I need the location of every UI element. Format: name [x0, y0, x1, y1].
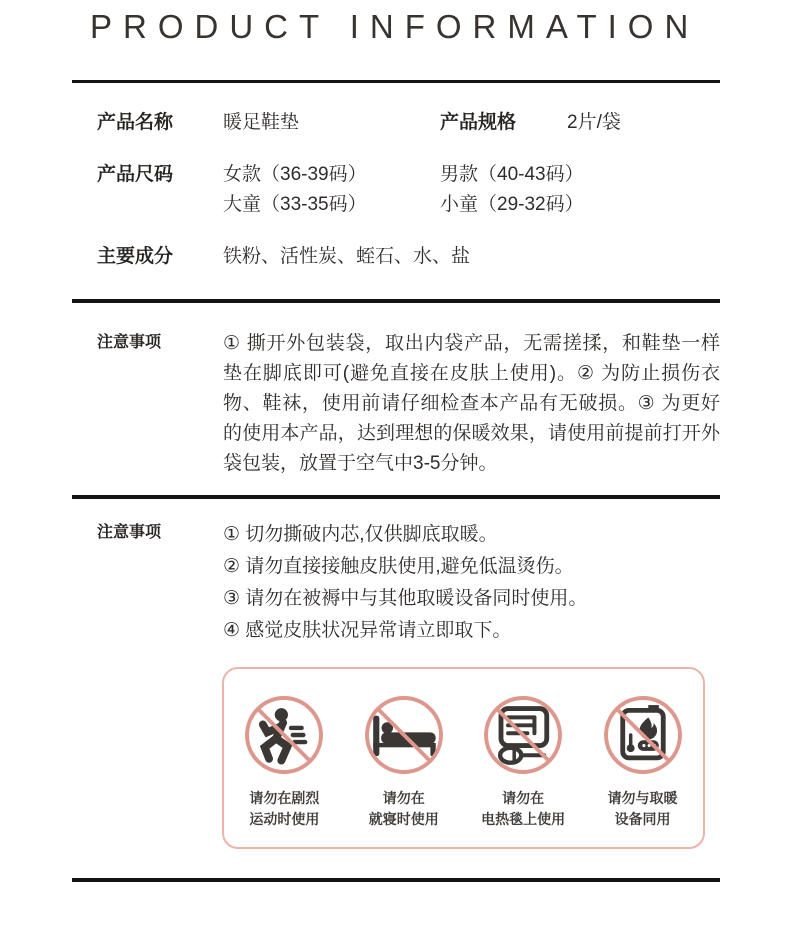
notice-1-label: 注意事项 [97, 333, 162, 351]
ingredients-value: 铁粉、活性炭、蛭石、水、盐 [223, 245, 471, 267]
product-name-label: 产品名称 [97, 111, 174, 133]
info-row-ingredients [72, 242, 720, 272]
warning-caption: 请勿在剧烈 运动时使用 [249, 789, 320, 827]
notice-2-label: 注意事项 [97, 523, 162, 541]
product-spec-value: 2片/袋 [567, 111, 621, 133]
info-row-sizes-1 [72, 160, 720, 190]
warning-caption: 请勿与取暖 设备同用 [607, 789, 678, 827]
warning-caption: 请勿在 电热毯上使用 [481, 789, 566, 827]
notice-2-list [223, 519, 587, 647]
notice-2-item: ③ 请勿在被褥中与其他取暖设备同时使用。 [223, 587, 588, 609]
no-heating-device-icon [599, 691, 687, 779]
notice-2-item: ④ 感觉皮肤状况异常请立即取下。 [223, 619, 512, 641]
notice-section-1 [72, 303, 720, 495]
size-women-value: 女款（36-39码） [223, 163, 367, 185]
no-strenuous-exercise-icon [240, 691, 328, 779]
product-size-label: 产品尺码 [97, 163, 174, 185]
size-smallkid-value: 小童（29-32码） [440, 193, 584, 215]
notice-1-text: ① 撕开外包装袋，取出内袋产品，无需搓揉，和鞋垫一样垫在脚底即可(避免直接在皮肤上使用)。② 为防止损伤衣物、鞋袜，使用前请仔细检查本产品有无破损。③ 为更好的使用本产品，达到理想的保暖效果，请使用前提前打开外袋包装，放置于空气中3-5分钟。 [223, 332, 720, 474]
notice-2-item: ② 请勿直接接触皮肤使用,避免低温烫伤。 [223, 555, 574, 577]
notice-2-item: ① 切勿撕破内芯,仅供脚底取暖。 [223, 523, 498, 545]
divider-bottom [72, 878, 720, 882]
page-title: PRODUCT INFORMATION [90, 8, 700, 45]
product-info-section [72, 83, 720, 299]
warning-item-no-heater [584, 691, 702, 830]
warning-icons-panel [222, 667, 705, 849]
product-name-value: 暖足鞋垫 [223, 111, 300, 133]
warning-caption: 请勿在 就寝时使用 [368, 789, 439, 827]
notice-section-2 [72, 499, 720, 647]
no-sleeping-use-icon [360, 691, 448, 779]
info-row-sizes-2 [72, 190, 720, 220]
warning-item-no-sleeping [345, 691, 463, 830]
size-bigkid-value: 大童（33-35码） [223, 193, 367, 215]
warning-item-no-running [225, 691, 343, 830]
info-row-name-spec [72, 108, 720, 138]
ingredients-label: 主要成分 [97, 245, 174, 267]
no-electric-blanket-icon [479, 691, 567, 779]
product-spec-label: 产品规格 [440, 111, 517, 133]
warning-item-no-electric-blanket [464, 691, 582, 830]
size-label-spacer [97, 190, 223, 220]
size-men-value: 男款（40-43码） [440, 163, 584, 185]
